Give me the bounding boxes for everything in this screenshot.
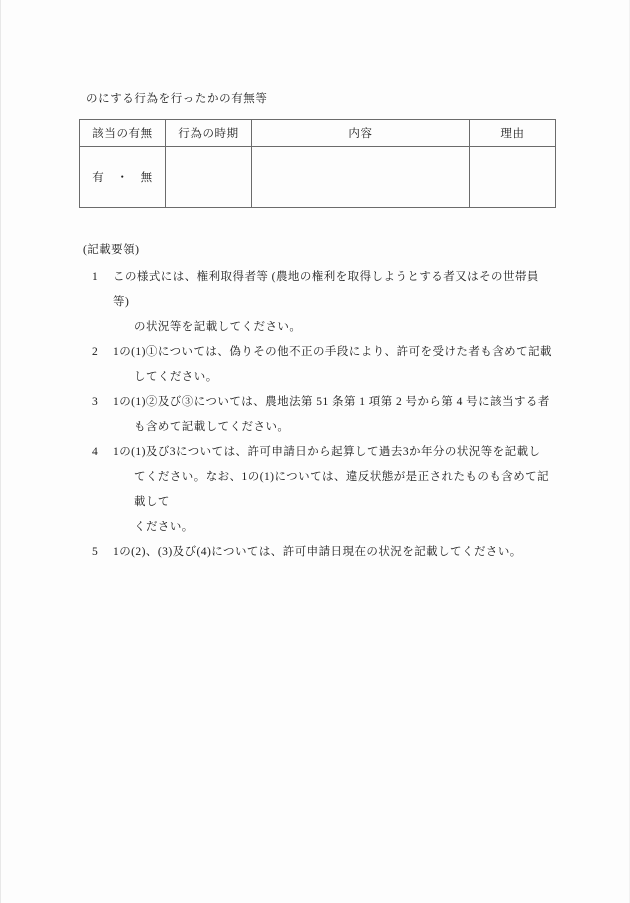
instructions-title: (記載要領) [83,244,140,256]
instruction-line: も含めて記載してください。 [134,421,290,433]
instruction-number: 1 [92,271,99,283]
section-heading: のにする行為を行ったかの有無等 [86,93,268,105]
cell-reason[interactable] [470,147,556,208]
instruction-number: 5 [92,546,99,558]
cell-period[interactable] [166,147,252,208]
instruction-number: 3 [92,396,99,408]
instruction-line: この様式には、権利取得者等 (農地の権利を取得しようとする者又はその世帯員等) [113,271,539,308]
instruction-item-1 [83,265,553,340]
column-header-reason: 理由 [470,120,556,147]
instruction-line: 1の(1)①については、偽りその他不正の手段により、許可を受けた者も含めて記載 [113,346,552,358]
instruction-line: ください。 [134,521,194,533]
table-header [80,120,556,147]
instruction-text [113,390,553,440]
instruction-item-5 [83,540,553,565]
instructions-section [83,238,553,565]
instruction-text [113,540,553,565]
instruction-item-4 [83,440,553,540]
column-header-content: 内容 [252,120,470,147]
instruction-line: 1の(1)及び3については、許可申請日から起算して過去3か年分の状況等を記載し [113,446,541,458]
cell-status-choice[interactable]: 有 ・ 無 [80,147,166,208]
column-header-period: 行為の時期 [166,120,252,147]
instruction-line: 1の(1)②及び③については、農地法第 51 条第 1 項第 2 号から第 4 号に該当する者 [113,396,550,408]
instruction-line: てください。なお、1の(1)については、違反状態が是正されたものも含めて記載して [134,471,550,508]
instruction-number: 4 [92,446,99,458]
status-form-table [79,119,556,208]
instruction-line: 1の(2)、(3)及び(4)については、許可申請日現在の状況を記載してください。 [113,546,522,558]
instruction-line: してください。 [134,371,218,383]
instruction-text [113,340,553,390]
instruction-item-3 [83,390,553,440]
instruction-number: 2 [92,346,99,358]
instruction-text [113,265,553,340]
instruction-line: の状況等を記載してください。 [134,321,302,333]
column-header-status: 該当の有無 [80,120,166,147]
instruction-item-2 [83,340,553,390]
table-header-row [80,120,556,147]
table-row [80,147,556,208]
instruction-text [113,440,553,540]
cell-content[interactable] [252,147,470,208]
table-body [80,147,556,208]
